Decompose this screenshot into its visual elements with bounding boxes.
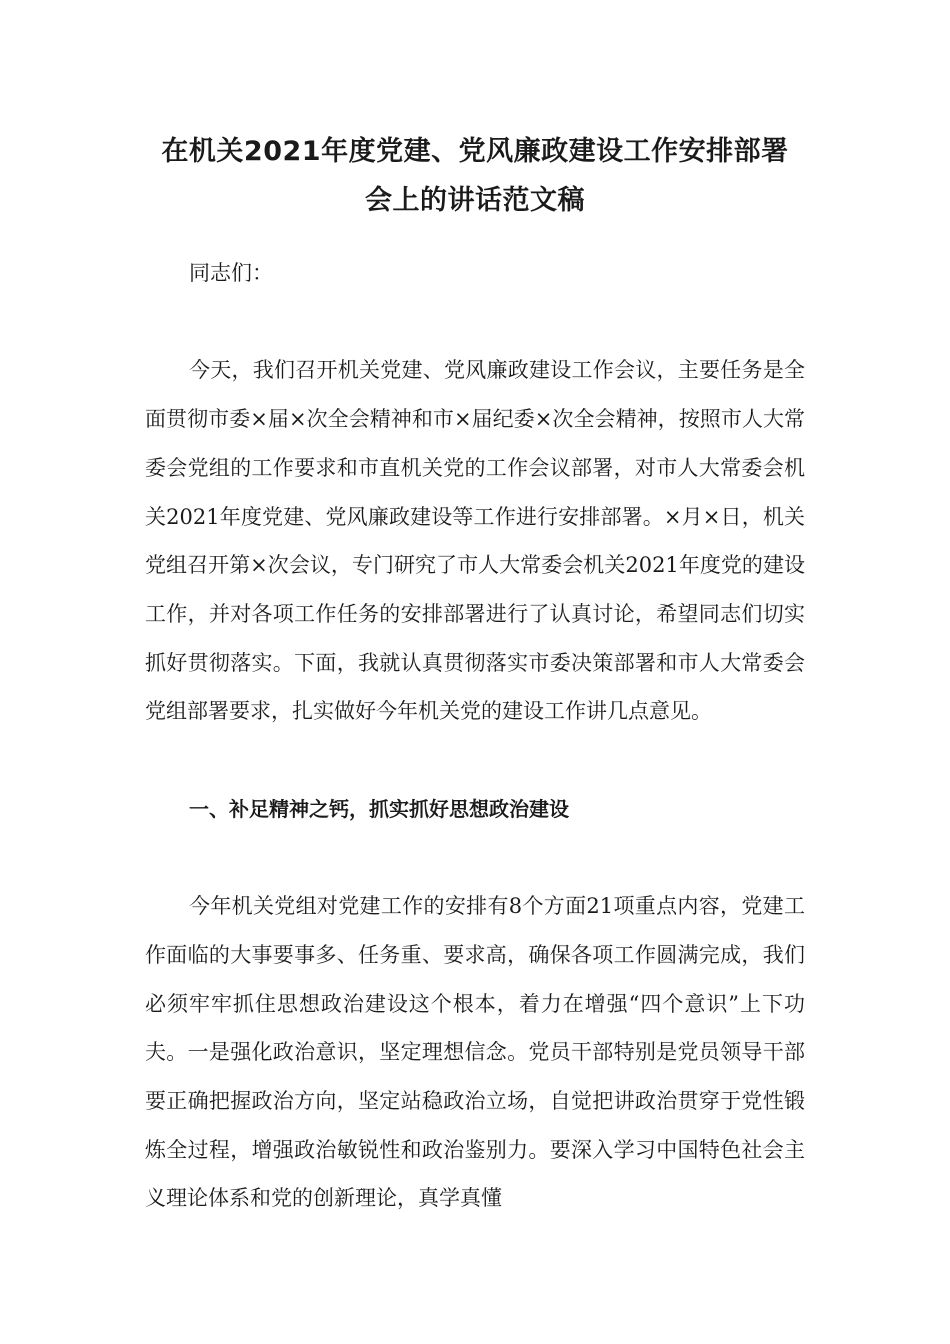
section-heading-1: 一、补足精神之钙，抓实抓好思想政治建设 xyxy=(189,796,569,821)
salutation: 同志们： xyxy=(189,261,273,285)
title-line-1: 在机关2021年度党建、党风廉政建设工作安排部署 xyxy=(161,136,789,167)
document-body xyxy=(145,249,805,1223)
title-line-2: 会上的讲话范文稿 xyxy=(365,185,585,216)
paragraph-section-1: 今年机关党组对党建工作的安排有8个方面21项重点内容，党建工作面临的大事要事多、任务重、要求高，确保各项工作圆满完成，我们必须牢牢抓住思想政治建设这个根本，着力在增强“四个意识”上下功夫。一是强化政治意识，坚定理想信念。党员干部特别是党员领导干部要正确把握政治方向，坚定站稳政治立场，自觉把讲政治贯穿于党性锻炼全过程，增强政治敏锐性和政治鉴别力。要深入学习中国特色社会主义理论体系和党的创新理论，真学真懂 xyxy=(145,894,805,1211)
document-title xyxy=(145,127,805,225)
paragraph-intro: 今天，我们召开机关党建、党风廉政建设工作会议，主要任务是全面贯彻市委×届×次全会精神和市×届纪委×次全会精神，按照市人大常委会党组的工作要求和市直机关党的工作会议部署，对市人大常委会机关2021年度党建、党风廉政建设等工作进行安排部署。×月×日，机关党组召开第×次会议，专门研究了市人大常委会机关2021年度党的建设工作，并对各项工作任务的安排部署进行了认真讨论，希望同志们切实抓好贯彻落实。下面，我就认真贯彻落实市委决策部署和市人大常委会党组部署要求，扎实做好今年机关党的建设工作讲几点意见。 xyxy=(145,358,805,724)
